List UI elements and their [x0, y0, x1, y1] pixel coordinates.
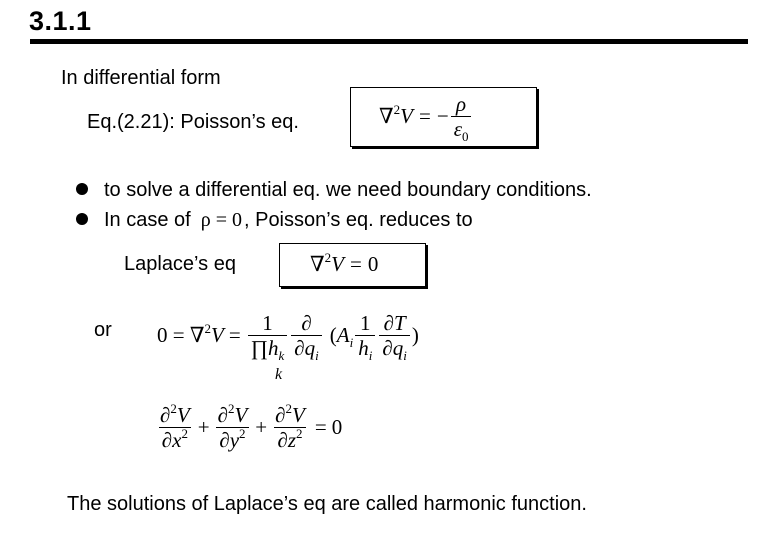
bullet-dot [76, 183, 88, 195]
conclusion-text: The solutions of Laplace’s eq are called harmonic function. [67, 493, 587, 515]
section-heading: 3.1.1 [29, 6, 92, 36]
poisson-label: Eq.(2.21): Poisson’s eq. [87, 111, 299, 133]
or-label: or [94, 319, 112, 341]
intro-text: In differential form [61, 67, 221, 89]
bullet-item-2 [76, 208, 473, 232]
bullet-text-2b: , Poisson’s eq. reduces to [243, 209, 473, 231]
laplace-cartesian: $\frac{\partial^2V}{\partial x^2}$ + $\frac{\partial^2V}{\partial y^2}$ + $\frac{\partial^2V}{\partial z^2}$ = 0 [160, 401, 343, 452]
bullet-dot [76, 213, 88, 225]
poisson-equation: ∇$^2$V = − $\frac{\rho}{\varepsilon_0}$ [379, 93, 473, 140]
laplace-equation-box [279, 243, 426, 287]
poisson-equation-box [350, 87, 537, 147]
laplace-equation: ∇$^2$V = 0 [310, 250, 379, 276]
heading-rule [30, 39, 748, 44]
rho-zero-math: ρ = 0 [200, 209, 242, 231]
bullet-item-1 [76, 178, 592, 202]
laplace-label: Laplace’s eq [124, 253, 236, 275]
bullet-text-2a: In case of [104, 209, 191, 231]
laplace-general-coordinates: 0 = ∇$^2$V = $\frac{1}{\prod h_k}$ $\frac{\partial}{\partial q_i}$ ( $A_i$ $\frac{1}{h_i}$ $\frac{\partial T}{\partial q_i}$ ) [157, 311, 419, 363]
product-index-k: k [275, 366, 283, 383]
bullet-text-1: to solve a differential eq. we need boundary conditions. [104, 179, 592, 201]
